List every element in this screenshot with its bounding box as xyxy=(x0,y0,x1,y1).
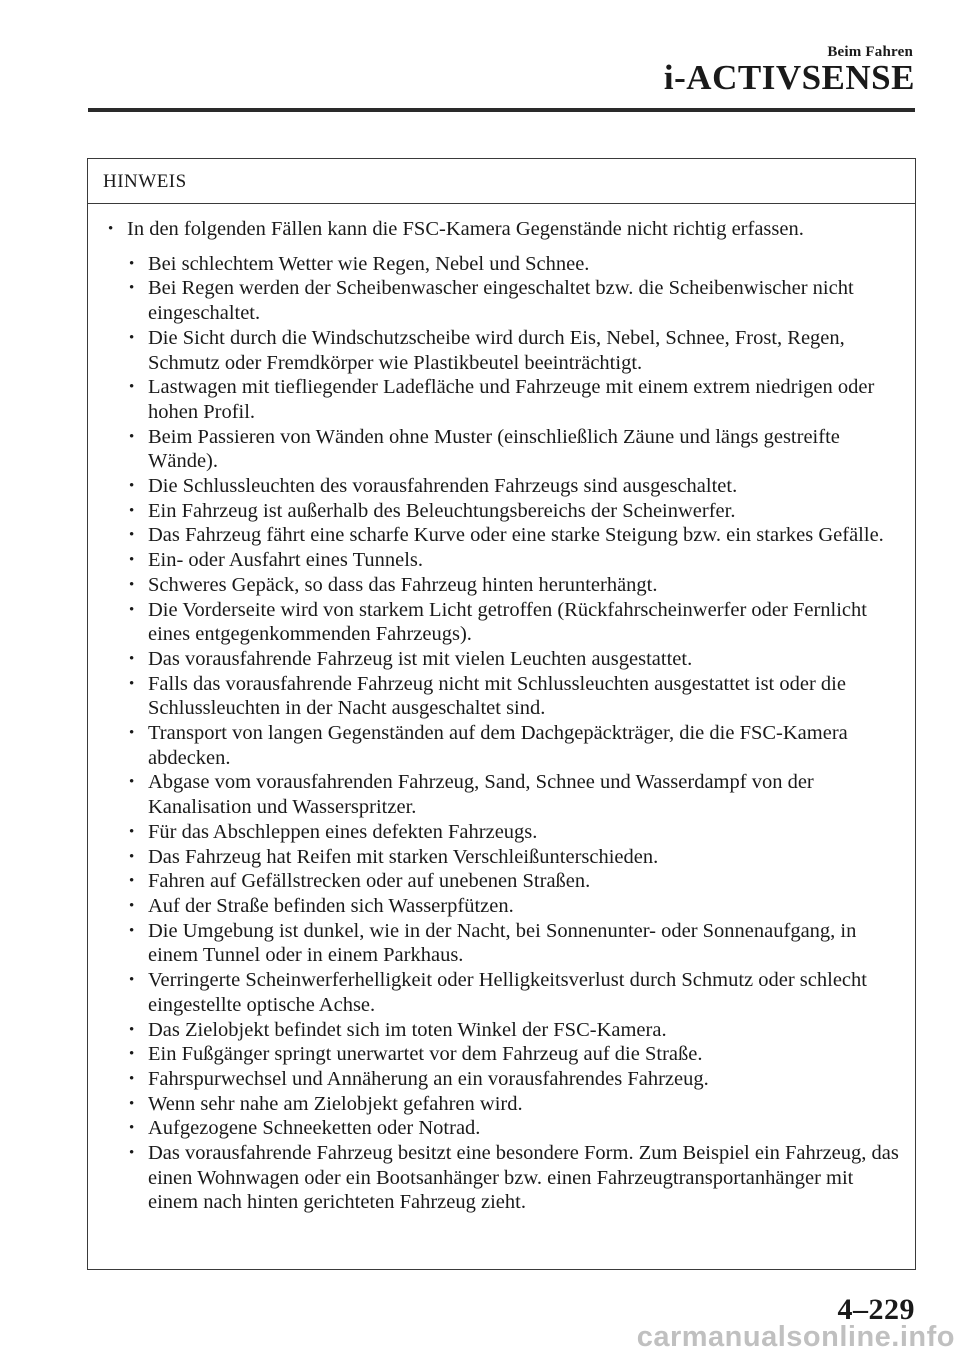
sub-list-item xyxy=(104,1116,907,1141)
sub-list-item xyxy=(104,647,907,672)
bullet-icon: • xyxy=(129,922,135,939)
sub-list-item xyxy=(104,845,907,870)
bullet-icon: • xyxy=(129,1070,135,1087)
bullet-icon: • xyxy=(129,848,135,865)
sub-list-item xyxy=(104,548,907,573)
sub-item-text: Ein Fahrzeug ist außerhalb des Beleuchtungsbereichs der Scheinwerfer. xyxy=(148,499,736,522)
sub-item-text: Die Sicht durch die Windschutzscheibe wird durch Eis, Nebel, Schnee, Frost, Regen, Schmutz oder Fremdkörper wie Plastikbeutel beeinträchtigt. xyxy=(148,326,845,374)
sub-item-text: Fahrspurwechsel und Annäherung an ein vorausfahrendes Fahrzeug. xyxy=(148,1067,709,1090)
bullet-icon: • xyxy=(129,576,135,593)
sub-list-item xyxy=(104,1067,907,1092)
sub-item-text: Für das Abschleppen eines defekten Fahrzeugs. xyxy=(148,820,538,843)
sub-item-text: Wenn sehr nahe am Zielobjekt gefahren wird. xyxy=(148,1092,523,1115)
sub-list-item xyxy=(104,474,907,499)
sub-list-item xyxy=(104,1018,907,1043)
page-title: i-ACTIVSENSE xyxy=(663,58,915,97)
sub-list-item xyxy=(104,968,907,1017)
bullet-icon: • xyxy=(129,601,135,618)
sub-list-item xyxy=(104,869,907,894)
bullet-icon: • xyxy=(129,725,135,742)
sub-item-text: Bei schlechtem Wetter wie Regen, Nebel und Schnee. xyxy=(148,252,590,275)
sub-list-item xyxy=(104,252,907,277)
bullet-icon: • xyxy=(108,221,114,237)
main-list-item xyxy=(104,217,907,242)
sub-item-text: Falls das vorausfahrende Fahrzeug nicht mit Schlussleuchten ausgestattet ist oder die Schlussleuchten in der Nacht ausgeschaltet sind. xyxy=(148,672,846,720)
bullet-icon: • xyxy=(129,552,135,569)
bullet-icon: • xyxy=(129,502,135,519)
bullet-icon: • xyxy=(129,1095,135,1112)
sub-list-item xyxy=(104,375,907,424)
main-item-text: In den folgenden Fällen kann die FSC-Kamera Gegenstände nicht richtig erfassen. xyxy=(127,218,804,240)
sub-item-text: Ein- oder Ausfahrt eines Tunnels. xyxy=(148,549,424,572)
sub-item-text: Verringerte Scheinwerferhelligkeit oder Helligkeitsverlust durch Schmutz oder schlecht eingestellte optische Achse. xyxy=(148,969,867,1016)
sub-list-item xyxy=(104,894,907,919)
sub-item-text: Das Fahrzeug fährt eine scharfe Kurve oder eine starke Steigung bzw. ein starkes Gefälle. xyxy=(148,524,884,547)
sub-item-text: Ein Fußgänger springt unerwartet vor dem Fahrzeug auf die Straße. xyxy=(148,1043,703,1066)
sub-list-item xyxy=(104,721,907,770)
sub-list-item xyxy=(104,770,907,819)
sub-list-item xyxy=(104,326,907,375)
sub-item-text: Die Vorderseite wird von starkem Licht getroffen (Rückfahrscheinwerfer oder Fernlicht eines entgegenkommenden Fahrzeugs). xyxy=(148,598,867,646)
bullet-icon: • xyxy=(129,527,135,544)
sub-item-text: Aufgezogene Schneeketten oder Notrad. xyxy=(148,1117,481,1140)
bullet-icon: • xyxy=(129,428,135,445)
sub-list-item xyxy=(104,1092,907,1117)
sub-item-text: Das Fahrzeug hat Reifen mit starken Verschleißunterschieden. xyxy=(148,845,659,868)
sub-item-text: Schweres Gepäck, so dass das Fahrzeug hinten herunterhängt. xyxy=(148,573,658,596)
sub-item-text: Auf der Straße befinden sich Wasserpfützen. xyxy=(148,894,514,917)
page-number: 4–229 xyxy=(837,1293,915,1326)
sub-item-text: Transport von langen Gegenständen auf dem Dachgepäckträger, die die FSC-Kamera abdecken. xyxy=(148,722,848,769)
note-body xyxy=(88,204,915,1215)
bullet-icon: • xyxy=(129,1046,135,1063)
sub-list-item xyxy=(104,276,907,325)
sub-item-text: Abgase vom vorausfahrenden Fahrzeug, Sand, Schnee und Wasserdampf von der Kanalisation und Wasserspritzer. xyxy=(148,771,814,819)
sub-item-text: Das Zielobjekt befindet sich im toten Winkel der FSC-Kamera. xyxy=(148,1018,667,1041)
note-heading: HINWEIS xyxy=(88,159,915,204)
sub-item-text: Lastwagen mit tiefliegender Ladefläche und Fahrzeuge mit einem extrem niedrigen oder hohen Profil. xyxy=(148,376,875,423)
sub-item-text: Die Umgebung ist dunkel, wie in der Nacht, bei Sonnenunter- oder Sonnenaufgang, in einem Tunnel oder in einem Parkhaus. xyxy=(148,919,857,967)
bullet-icon: • xyxy=(129,972,135,989)
sub-list-item xyxy=(104,919,907,968)
sub-list-item xyxy=(104,672,907,721)
bullet-icon: • xyxy=(129,650,135,667)
sub-list-item xyxy=(104,1141,907,1215)
bullet-icon: • xyxy=(129,478,135,495)
header-divider xyxy=(88,108,915,112)
bullet-icon: • xyxy=(129,1021,135,1038)
bullet-icon: • xyxy=(129,280,135,297)
bullet-icon: • xyxy=(129,873,135,890)
bullet-icon: • xyxy=(129,774,135,791)
bullet-icon: • xyxy=(129,675,135,692)
bullet-icon: • xyxy=(129,255,135,272)
bullet-icon: • xyxy=(129,1145,135,1162)
sub-list-item xyxy=(104,499,907,524)
bullet-icon: • xyxy=(129,1120,135,1137)
sub-list-item xyxy=(104,573,907,598)
sub-item-text: Das vorausfahrende Fahrzeug besitzt eine besondere Form. Zum Beispiel ein Fahrzeug, das einen Wohnwagen oder ein Bootsanhänger bzw. einen Fahrzeugtransportanhänger mit einem nach hinten gerichteten Fahrzeug zieht. xyxy=(148,1142,899,1214)
bullet-icon: • xyxy=(129,379,135,396)
sub-item-text: Fahren auf Gefällstrecken oder auf unebenen Straßen. xyxy=(148,870,591,893)
bullet-icon: • xyxy=(129,329,135,346)
bullet-icon: • xyxy=(129,897,135,914)
sub-list-item xyxy=(104,1042,907,1067)
bullet-icon: • xyxy=(129,823,135,840)
sub-list-item xyxy=(104,598,907,647)
watermark: carmanualsonline.info xyxy=(636,1321,955,1353)
sub-list-item xyxy=(104,820,907,845)
sub-list-item xyxy=(104,425,907,474)
section-label: Beim Fahren xyxy=(827,44,913,60)
sub-list xyxy=(104,252,907,1215)
sub-list-item xyxy=(104,523,907,548)
sub-item-text: Bei Regen werden der Scheibenwascher eingeschaltet bzw. die Scheibenwischer nicht eingeschaltet. xyxy=(148,277,854,325)
sub-item-text: Die Schlussleuchten des vorausfahrenden Fahrzeugs sind ausgeschaltet. xyxy=(148,475,738,498)
sub-item-text: Das vorausfahrende Fahrzeug ist mit vielen Leuchten ausgestattet. xyxy=(148,647,693,670)
sub-item-text: Beim Passieren von Wänden ohne Muster (einschließlich Zäune und längs gestreifte Wände). xyxy=(148,425,840,473)
note-box xyxy=(87,158,916,1270)
